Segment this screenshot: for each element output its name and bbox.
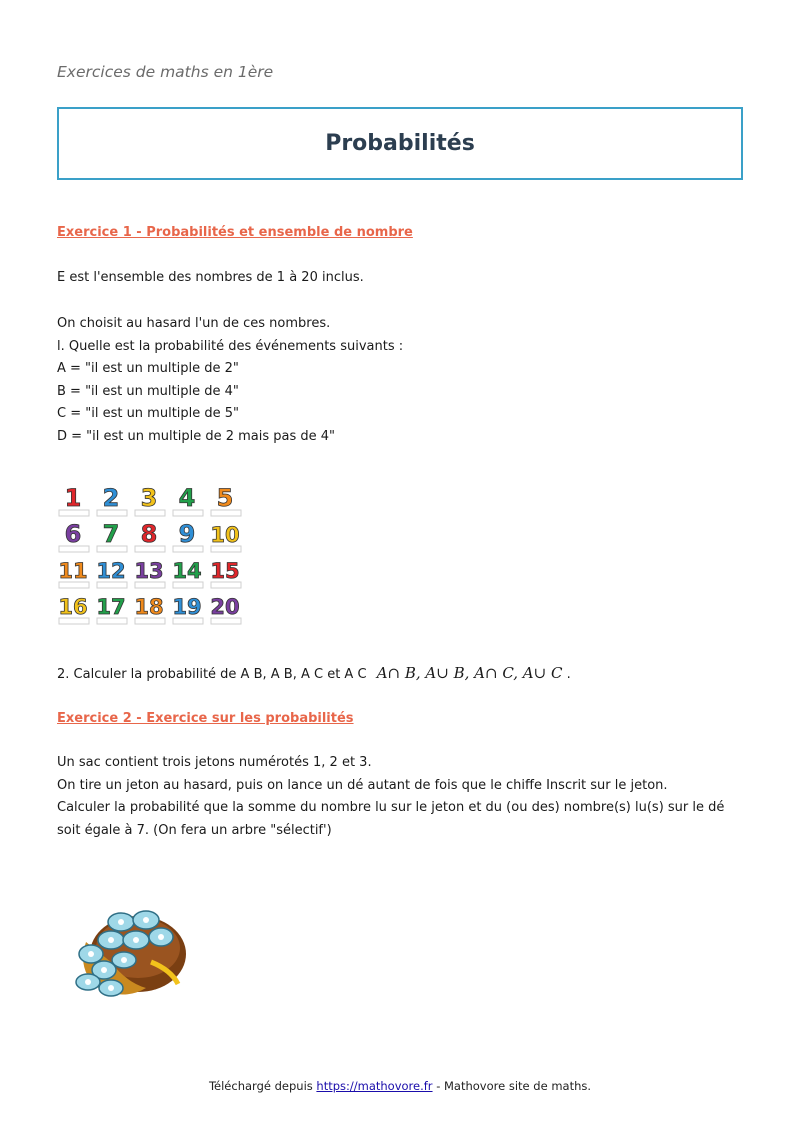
- page-footer: [0, 1079, 800, 1093]
- exercise-1-question-2: [57, 662, 747, 687]
- exercise-1-heading: Exercice 1 - Probabilités et ensemble de nombre: [57, 225, 413, 240]
- number-tile: 12: [96, 559, 126, 583]
- exercise-1-line: B = "il est un multiple de 4": [57, 383, 239, 399]
- number-tile: 14: [172, 559, 202, 583]
- exercise-1-line: A = "il est un multiple de 2": [57, 361, 239, 376]
- number-tile: 17: [96, 595, 126, 619]
- token-bag-icon: [66, 892, 191, 1002]
- exercise-1-line: l. Quelle est la probabilité des événements suivants :: [57, 338, 404, 354]
- exercise-2-line: On tire un jeton au hasard, puis on lance un dé autant de fois que le chiffe Inscrit sur le jeton.: [57, 777, 668, 793]
- number-tile: 1: [64, 484, 82, 512]
- exercise-2-line: Un sac contient trois jetons numérotés 1, 2 et 3.: [57, 755, 372, 770]
- number-tile: 10: [210, 523, 240, 547]
- exercise-2-heading: Exercice 2 - Exercice sur les probabilités: [57, 711, 354, 726]
- exercise-2-body: [57, 752, 747, 842]
- number-tile: 16: [58, 595, 88, 619]
- numbers-grid-svg: [57, 480, 247, 630]
- numbers-1-to-20-illustration: [57, 480, 247, 630]
- exercise-1-line: C = "il est un multiple de 5": [57, 406, 240, 421]
- number-tile: 2: [102, 484, 120, 512]
- number-tile: 6: [64, 520, 82, 548]
- mathovore-link[interactable]: https://mathovore.fr: [316, 1079, 433, 1093]
- number-tile: 15: [210, 559, 240, 583]
- number-tile: 20: [210, 595, 240, 619]
- question-2-line: [57, 662, 747, 687]
- exercise-1-intro-line: E est l'ensemble des nombres de 1 à 20 inclus.: [57, 270, 364, 285]
- question-2-end: .: [562, 667, 571, 682]
- exercise-1-questions: [57, 313, 747, 448]
- question-2-text: 2. Calculer la probabilité de A B, A B, A C et A C: [57, 667, 367, 682]
- number-tile: 7: [102, 520, 120, 548]
- title-box: [57, 107, 743, 180]
- exercise-1-line: On choisit au hasard l'un de ces nombres.: [57, 316, 331, 331]
- number-tile: 9: [178, 520, 196, 548]
- number-tile: 13: [134, 559, 164, 583]
- question-2-math: A∩ B, A∪ B, A∩ C, A∪ C: [376, 664, 563, 682]
- number-tile: 3: [140, 484, 158, 512]
- exercise-2-line: Calculer la probabilité que la somme du nombre lu sur le jeton et du (ou des) nombre(s) lu(s) sur le dé soit égale à 7. (On fera un arbre "sélectif'): [57, 800, 725, 838]
- footer-suffix: - Mathovore site de maths.: [432, 1079, 592, 1093]
- document-subtitle: Exercices de maths en 1ère: [57, 63, 274, 81]
- number-tile: 4: [178, 484, 196, 512]
- number-tile: 5: [216, 484, 234, 512]
- number-tile: 19: [172, 595, 202, 619]
- exercise-1-intro: [57, 267, 747, 290]
- footer-prefix: Téléchargé depuis: [208, 1079, 317, 1093]
- token-bag-illustration: [66, 892, 191, 1002]
- number-tile: 11: [58, 559, 88, 583]
- number-tile: 18: [134, 595, 164, 619]
- exercise-1-line: D = "il est un multiple de 2 mais pas de 4": [57, 428, 336, 444]
- number-tile: 8: [140, 520, 158, 548]
- page-title: Probabilités: [325, 131, 475, 156]
